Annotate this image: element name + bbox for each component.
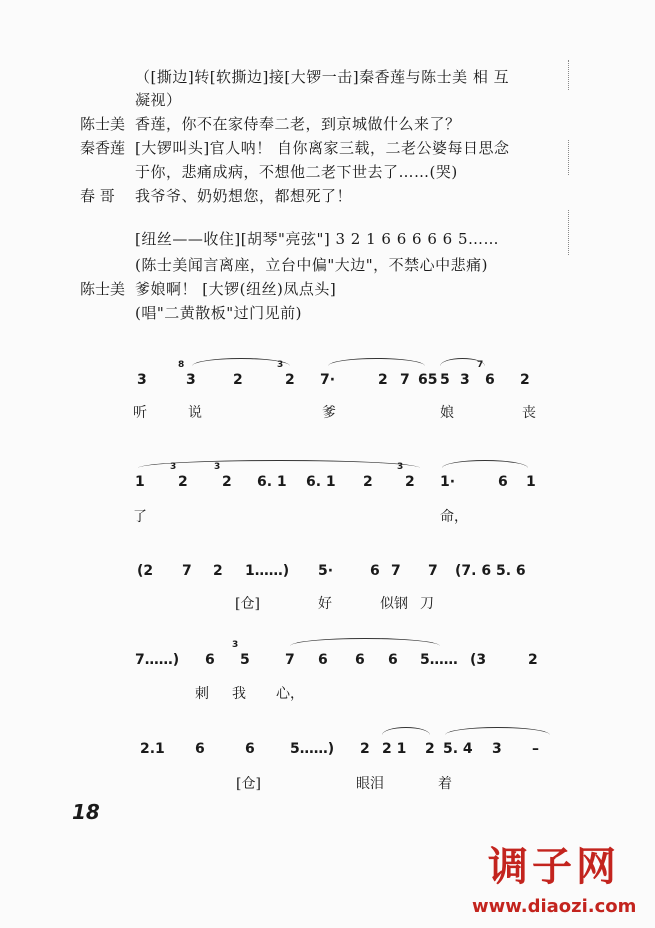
- slur: [442, 460, 528, 469]
- script-line: 香莲，你不在家侍奉二老，到京城做什么来了？: [135, 115, 461, 133]
- script-line: （[撕边]转[软撕边]接[大锣一击]秦香莲与陈士美 相 互: [135, 68, 510, 86]
- speaker-name: 陈士美: [80, 280, 126, 298]
- slur: [328, 358, 425, 367]
- note: 7: [391, 563, 401, 579]
- grace-note: 3: [214, 462, 221, 472]
- note: 2: [425, 741, 435, 757]
- script-line: 爹娘啊！ [大锣(纽丝)凤点头]: [135, 280, 337, 298]
- note: 2: [233, 372, 243, 388]
- lyric: 命，: [440, 509, 468, 525]
- lyric: 我: [232, 686, 246, 702]
- note: 6: [245, 741, 255, 757]
- lyric: [仓]: [236, 776, 261, 792]
- grace-note: 7: [477, 360, 484, 370]
- note: 7: [400, 372, 410, 388]
- note: 6. 1: [257, 474, 287, 490]
- note: 2: [178, 474, 188, 490]
- lyric: 娘: [440, 405, 454, 421]
- grace-note: 3: [232, 640, 239, 650]
- script-line: 凝视）: [135, 91, 182, 109]
- speaker-name: 秦香莲: [80, 139, 126, 157]
- note: 2 1: [382, 741, 407, 757]
- note: 2.1: [140, 741, 165, 757]
- slur: [440, 358, 485, 367]
- note: 6: [370, 563, 380, 579]
- note: 65: [418, 372, 438, 388]
- note: 2: [528, 652, 538, 668]
- script-line: [纽丝——收住][胡琴"亮弦"] 3 2 1 6 6 6 6 6 5……: [135, 230, 500, 248]
- note: 7: [285, 652, 295, 668]
- note: 7·: [320, 372, 336, 388]
- note: 3: [460, 372, 470, 388]
- note: 6: [195, 741, 205, 757]
- watermark-url[interactable]: www.diaozi.com: [472, 896, 637, 917]
- grace-note: 3: [397, 462, 404, 472]
- note: 2: [378, 372, 388, 388]
- lyric: 听: [133, 405, 147, 421]
- lyric: 刺: [195, 686, 209, 702]
- lyric: 眼泪: [356, 776, 384, 792]
- script-line: 我爷爷、奶奶想您，都想死了！: [135, 187, 353, 205]
- note: 6. 1: [306, 474, 336, 490]
- note: 6: [318, 652, 328, 668]
- slur: [382, 727, 430, 736]
- note: 1: [526, 474, 536, 490]
- lyric: 着: [438, 776, 452, 792]
- note: 7: [428, 563, 438, 579]
- speaker-name: 陈士美: [80, 115, 126, 133]
- note: 1……): [245, 563, 290, 579]
- slur: [138, 460, 420, 469]
- note: 6: [485, 372, 495, 388]
- scan-edge: [568, 140, 571, 175]
- lyric: 丧: [522, 405, 536, 421]
- grace-note: 3: [277, 360, 284, 370]
- note: 5: [440, 372, 450, 388]
- speaker-name: 春 哥: [80, 187, 115, 205]
- script-line: (唱"二黄散板"过门见前): [135, 304, 303, 322]
- note: 2: [213, 563, 223, 579]
- note: 6: [355, 652, 365, 668]
- note: 5: [240, 652, 250, 668]
- note: (3: [470, 652, 487, 668]
- note: (7. 6 5. 6: [455, 563, 526, 579]
- lyric: 爹: [322, 405, 336, 421]
- note: 7……): [135, 652, 180, 668]
- lyric: 心，: [276, 686, 304, 702]
- lyric: 说: [188, 405, 202, 421]
- note: 5. 4: [443, 741, 473, 757]
- note: 2: [285, 372, 295, 388]
- script-line: (陈士美闻言离座，立台中偏"大边"，不禁心中悲痛): [135, 256, 489, 274]
- lyric: 了: [133, 509, 147, 525]
- note: –: [532, 741, 539, 757]
- note: 6: [498, 474, 508, 490]
- script-line: 于你，悲痛成病，不想他二老下世去了……(哭): [135, 163, 458, 181]
- lyric: [仓]: [235, 596, 260, 612]
- note: 3: [492, 741, 502, 757]
- note: 2: [222, 474, 232, 490]
- slur: [290, 638, 440, 647]
- lyric: 刀: [420, 596, 434, 612]
- note: 2: [520, 372, 530, 388]
- note: 2: [363, 474, 373, 490]
- page-number: 18: [72, 800, 100, 824]
- note: 1·: [440, 474, 456, 490]
- note: 3: [186, 372, 196, 388]
- note: 2: [360, 741, 370, 757]
- note: 6: [205, 652, 215, 668]
- note: 1: [135, 474, 145, 490]
- note: 3: [137, 372, 147, 388]
- note: 5……): [290, 741, 335, 757]
- note: 5·: [318, 563, 334, 579]
- scan-edge: [568, 210, 571, 255]
- script-line: [大锣叫头]官人呐！ 自你离家三载，二老公婆每日思念: [135, 139, 510, 157]
- note: (2: [137, 563, 154, 579]
- lyric: 好: [318, 596, 332, 612]
- note: 2: [405, 474, 415, 490]
- note: 7: [182, 563, 192, 579]
- scan-edge: [568, 60, 571, 90]
- lyric: 似钢: [380, 596, 408, 612]
- grace-note: 8: [178, 360, 185, 370]
- slur: [445, 727, 550, 736]
- slur: [192, 358, 290, 367]
- note: 6: [388, 652, 398, 668]
- grace-note: 3: [170, 462, 177, 472]
- note: 5……: [420, 652, 458, 668]
- watermark-logo: 调子网: [488, 844, 620, 890]
